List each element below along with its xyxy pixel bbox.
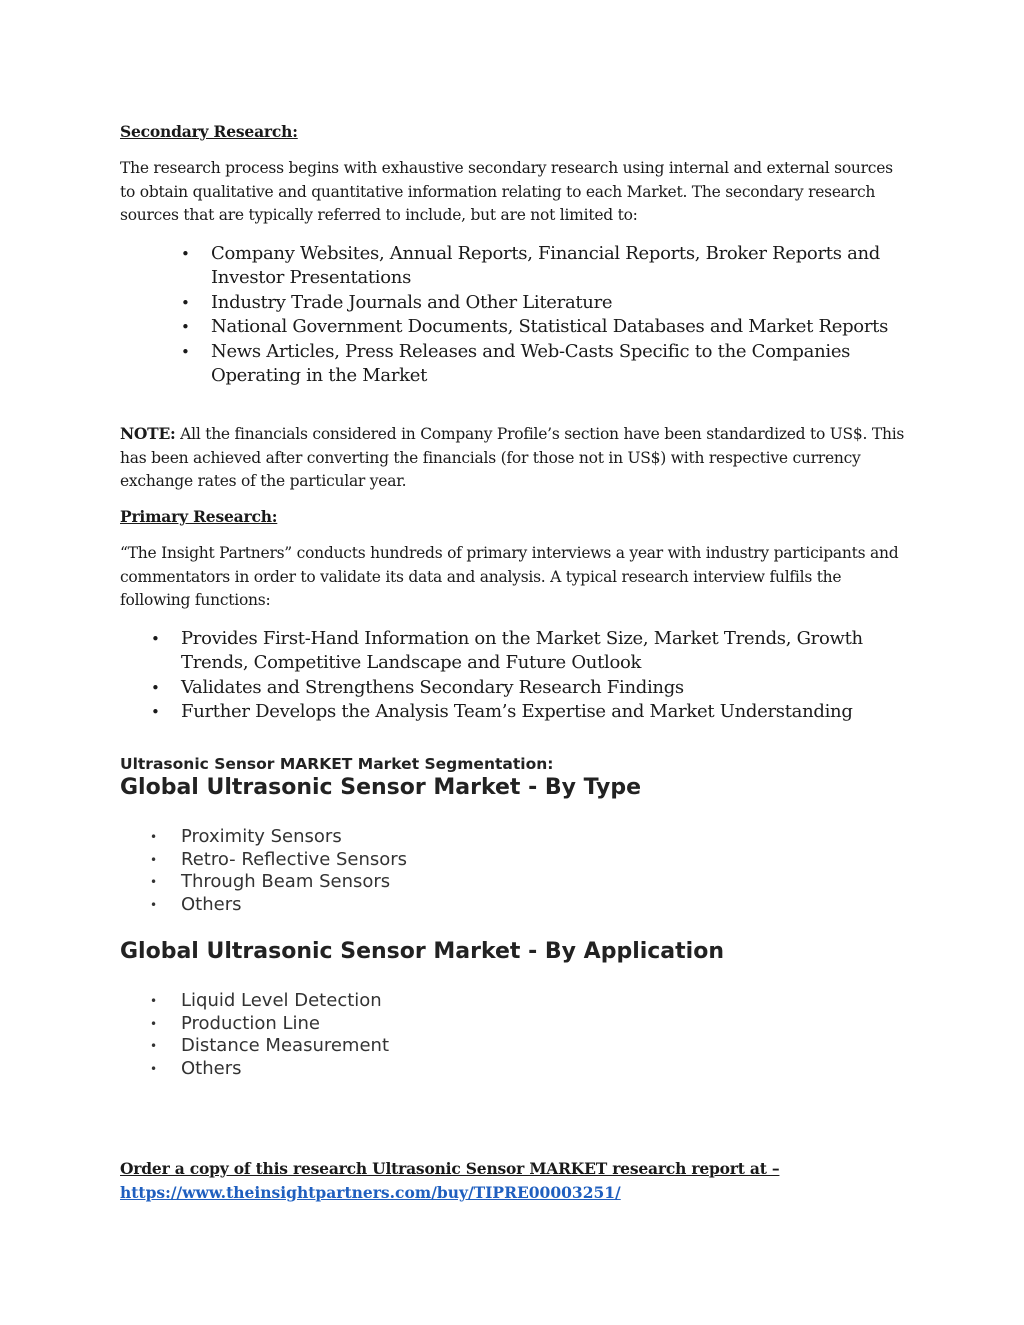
bullet-icon: • xyxy=(150,852,158,867)
list-item: • Provides First-Hand Information on the Market Size, Market Trends, Growth Trends, Competitive Landscape and Future Outlook xyxy=(151,628,863,673)
secondary-sources-list xyxy=(181,242,901,388)
by-application-title: Global Ultrasonic Sensor Market - By Application xyxy=(120,939,724,964)
list-item: • Validates and Strengthens Secondary Research Findings xyxy=(151,676,684,698)
bullet-icon: • xyxy=(181,245,190,263)
order-link[interactable]: https://www.theinsightpartners.com/buy/TIPRE00003251/ xyxy=(120,1183,621,1202)
order-text: Order a copy of this research Ultrasonic Sensor MARKET research report at – xyxy=(120,1159,780,1178)
note-paragraph xyxy=(120,422,910,494)
bullet-icon: • xyxy=(181,293,190,312)
note-text: All the financials considered in Company Profile’s section have been standardized to US$. This has been achieved after converting the financials (for those not in US$) with respective currency exchange rates of the particular year. xyxy=(120,425,905,490)
list-item: • Liquid Level Detection xyxy=(150,990,382,1011)
list-item: • Retro- Reflective Sensors xyxy=(150,848,408,870)
bullet-icon: • xyxy=(181,342,190,361)
list-item: • Production Line xyxy=(150,1012,320,1034)
bullet-icon: • xyxy=(150,897,158,912)
list-item: • Through Beam Sensors xyxy=(150,871,391,892)
bullet-icon: • xyxy=(150,1061,158,1076)
by-type-list xyxy=(150,826,681,916)
list-item: • Distance Measurement xyxy=(150,1035,390,1056)
primary-functions-list xyxy=(151,627,911,725)
list-item: • National Government Documents, Statistical Databases and Market Reports xyxy=(181,316,889,337)
list-item: • Others xyxy=(150,893,242,915)
primary-research-intro: “The Insight Partners” conducts hundreds of primary interviews a year with industry participants and commentators in order to validate its data and analysis. A typical research interview fulfils the following functions: xyxy=(120,544,899,609)
segmentation-label: Ultrasonic Sensor MARKET Market Segmentation: xyxy=(120,755,554,773)
bullet-icon: • xyxy=(150,830,158,844)
list-item: • Company Websites, Annual Reports, Financial Reports, Broker Reports and Investor Presentations xyxy=(181,243,881,288)
bullet-icon: • xyxy=(181,318,190,336)
list-item: • Industry Trade Journals and Other Literature xyxy=(181,291,613,313)
secondary-research-intro: The research process begins with exhaustive secondary research using internal and external sources to obtain qualitative and quantitative information relating to each Market. The secondary research sources that are typically referred to include, but are not limited to: xyxy=(120,159,893,224)
list-item: • Proximity Sensors xyxy=(150,826,342,847)
bullet-icon: • xyxy=(150,1039,158,1053)
bullet-icon: • xyxy=(150,994,158,1008)
by-type-title: Global Ultrasonic Sensor Market - By Type xyxy=(120,775,642,800)
note-label: NOTE: xyxy=(120,424,176,443)
bullet-icon: • xyxy=(151,678,160,697)
secondary-research-heading: Secondary Research: xyxy=(120,122,298,141)
bullet-icon: • xyxy=(150,1016,158,1031)
bullet-icon: • xyxy=(151,630,160,648)
bullet-icon: • xyxy=(151,703,160,721)
list-item: • News Articles, Press Releases and Web-Casts Specific to the Companies Operating in the Market xyxy=(181,340,851,386)
list-item: • Further Develops the Analysis Team’s Expertise and Market Understanding xyxy=(151,701,853,722)
primary-research-heading: Primary Research: xyxy=(120,507,278,526)
list-item: • Others xyxy=(150,1057,242,1079)
bullet-icon: • xyxy=(150,875,158,889)
by-application-list xyxy=(150,990,681,1080)
